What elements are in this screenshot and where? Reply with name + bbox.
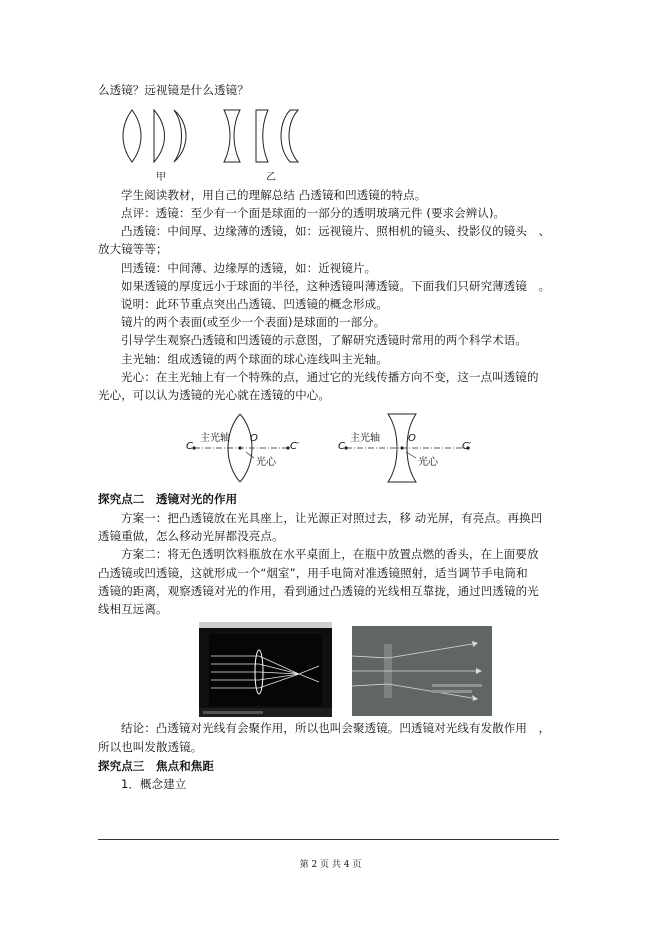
page-number: 第 2 页 共 4 页 bbox=[299, 860, 362, 870]
paragraph: 说明：此环节重点突出凸透镜、凹透镜的概念形成。 bbox=[121, 297, 388, 311]
conclusion: 所以也叫发散透镜。 bbox=[98, 740, 203, 754]
optical-center-o: O bbox=[408, 433, 416, 444]
axis-label: 主光轴 bbox=[200, 433, 230, 444]
axis-label: 主光轴 bbox=[350, 433, 380, 444]
axis-point-c-prime: C′ bbox=[290, 441, 300, 452]
list-item: 1．概念建立 bbox=[121, 777, 187, 791]
section-heading-2: 探究点二 透镜对光的作用 bbox=[98, 492, 238, 506]
plano-convex-lens-shape bbox=[154, 110, 165, 162]
conclusion: 结论：凸透镜对光线有会聚作用，所以也叫会聚透镜。凹透镜对光线有发散作用 ， bbox=[121, 721, 551, 735]
axis-point-c: C bbox=[338, 441, 345, 452]
paragraph: 引导学生观察凸透镜和凹透镜的示意图，了解研究透镜时常用的两个科学术语。 bbox=[121, 333, 527, 347]
axis-point-c: C bbox=[186, 441, 193, 452]
convex-meniscus-lens-shape bbox=[174, 110, 186, 162]
convex-group-label: 甲 bbox=[156, 172, 166, 183]
convex-lens-experiment-photo bbox=[199, 622, 332, 717]
paragraph: 凹透镜：中间薄、边缘厚的透镜，如：近视镜片。 bbox=[121, 261, 377, 275]
footer-divider bbox=[98, 839, 559, 840]
concave-meniscus-lens-shape bbox=[281, 110, 298, 162]
optical-center-o: O bbox=[250, 433, 258, 444]
section-heading-3: 探究点三 焦点和焦距 bbox=[98, 759, 214, 773]
paragraph: 点评：透镜：至少有一个面是球面的一部分的透明玻璃元件 (要求会辨认)。 bbox=[121, 206, 506, 220]
optical-center-label: 光心 bbox=[418, 457, 438, 468]
plano-concave-lens-shape bbox=[256, 110, 268, 162]
optical-center-label: 光心 bbox=[256, 457, 276, 468]
biconcave-lens-shape bbox=[224, 110, 240, 162]
paragraph: 线相互远离。 bbox=[98, 602, 168, 616]
concave-group-label: 乙 bbox=[266, 172, 276, 183]
paragraph: 光心，可以认为透镜的光心就在透镜的中心。 bbox=[98, 388, 330, 402]
axis-point-c-prime: C′ bbox=[462, 441, 472, 452]
intro-question: 么透镜？远视镜是什么透镜？ bbox=[98, 83, 249, 97]
paragraph: 镜片的两个表面(或至少一个表面)是球面的一部分。 bbox=[121, 315, 386, 329]
paragraph: 方案二：将无色透明饮料瓶放在水平桌面上，在瓶中放置点燃的香头，在上面要放 bbox=[121, 547, 539, 561]
lens-types-figure bbox=[118, 106, 308, 182]
paragraph: 光心：在主光轴上有一个特殊的点，通过它的光线传播方向不变，这一点叫透镜的 bbox=[121, 370, 539, 384]
paragraph: 凸透镜：中间厚、边缘薄的透镜，如：远视镜片、照相机的镜头、投影仪的镜头 、 bbox=[121, 224, 551, 238]
concave-lens-experiment-photo bbox=[352, 626, 492, 716]
paragraph: 放大镜等等； bbox=[98, 242, 168, 256]
paragraph: 方案一：把凸透镜放在光具座上，让光源正对照过去，移 动光屏，有亮点。再换凹 bbox=[121, 511, 543, 525]
paragraph: 凸透镜或凹透镜，这就形成一个“烟室”，用手电筒对准透镜照射，适当调节手电筒和 bbox=[98, 566, 528, 580]
paragraph: 学生阅读教材，用自己的理解总结 凸透镜和凹透镜的特点。 bbox=[121, 188, 427, 202]
paragraph: 透镜重做，怎么移动光屏都没亮点。 bbox=[98, 529, 284, 543]
biconvex-lens-shape bbox=[123, 110, 141, 162]
paragraph: 如果透镜的厚度远小于球面的半径，这种透镜叫薄透镜。下面我们只研究薄透镜 。 bbox=[121, 279, 551, 293]
paragraph: 主光轴：组成透镜的两个球面的球心连线叫主光轴。 bbox=[121, 352, 388, 366]
paragraph: 透镜的距离，观察透镜对光的作用，看到通过凸透镜的光线相互靠拢，通过凹透镜的光 bbox=[98, 584, 539, 598]
